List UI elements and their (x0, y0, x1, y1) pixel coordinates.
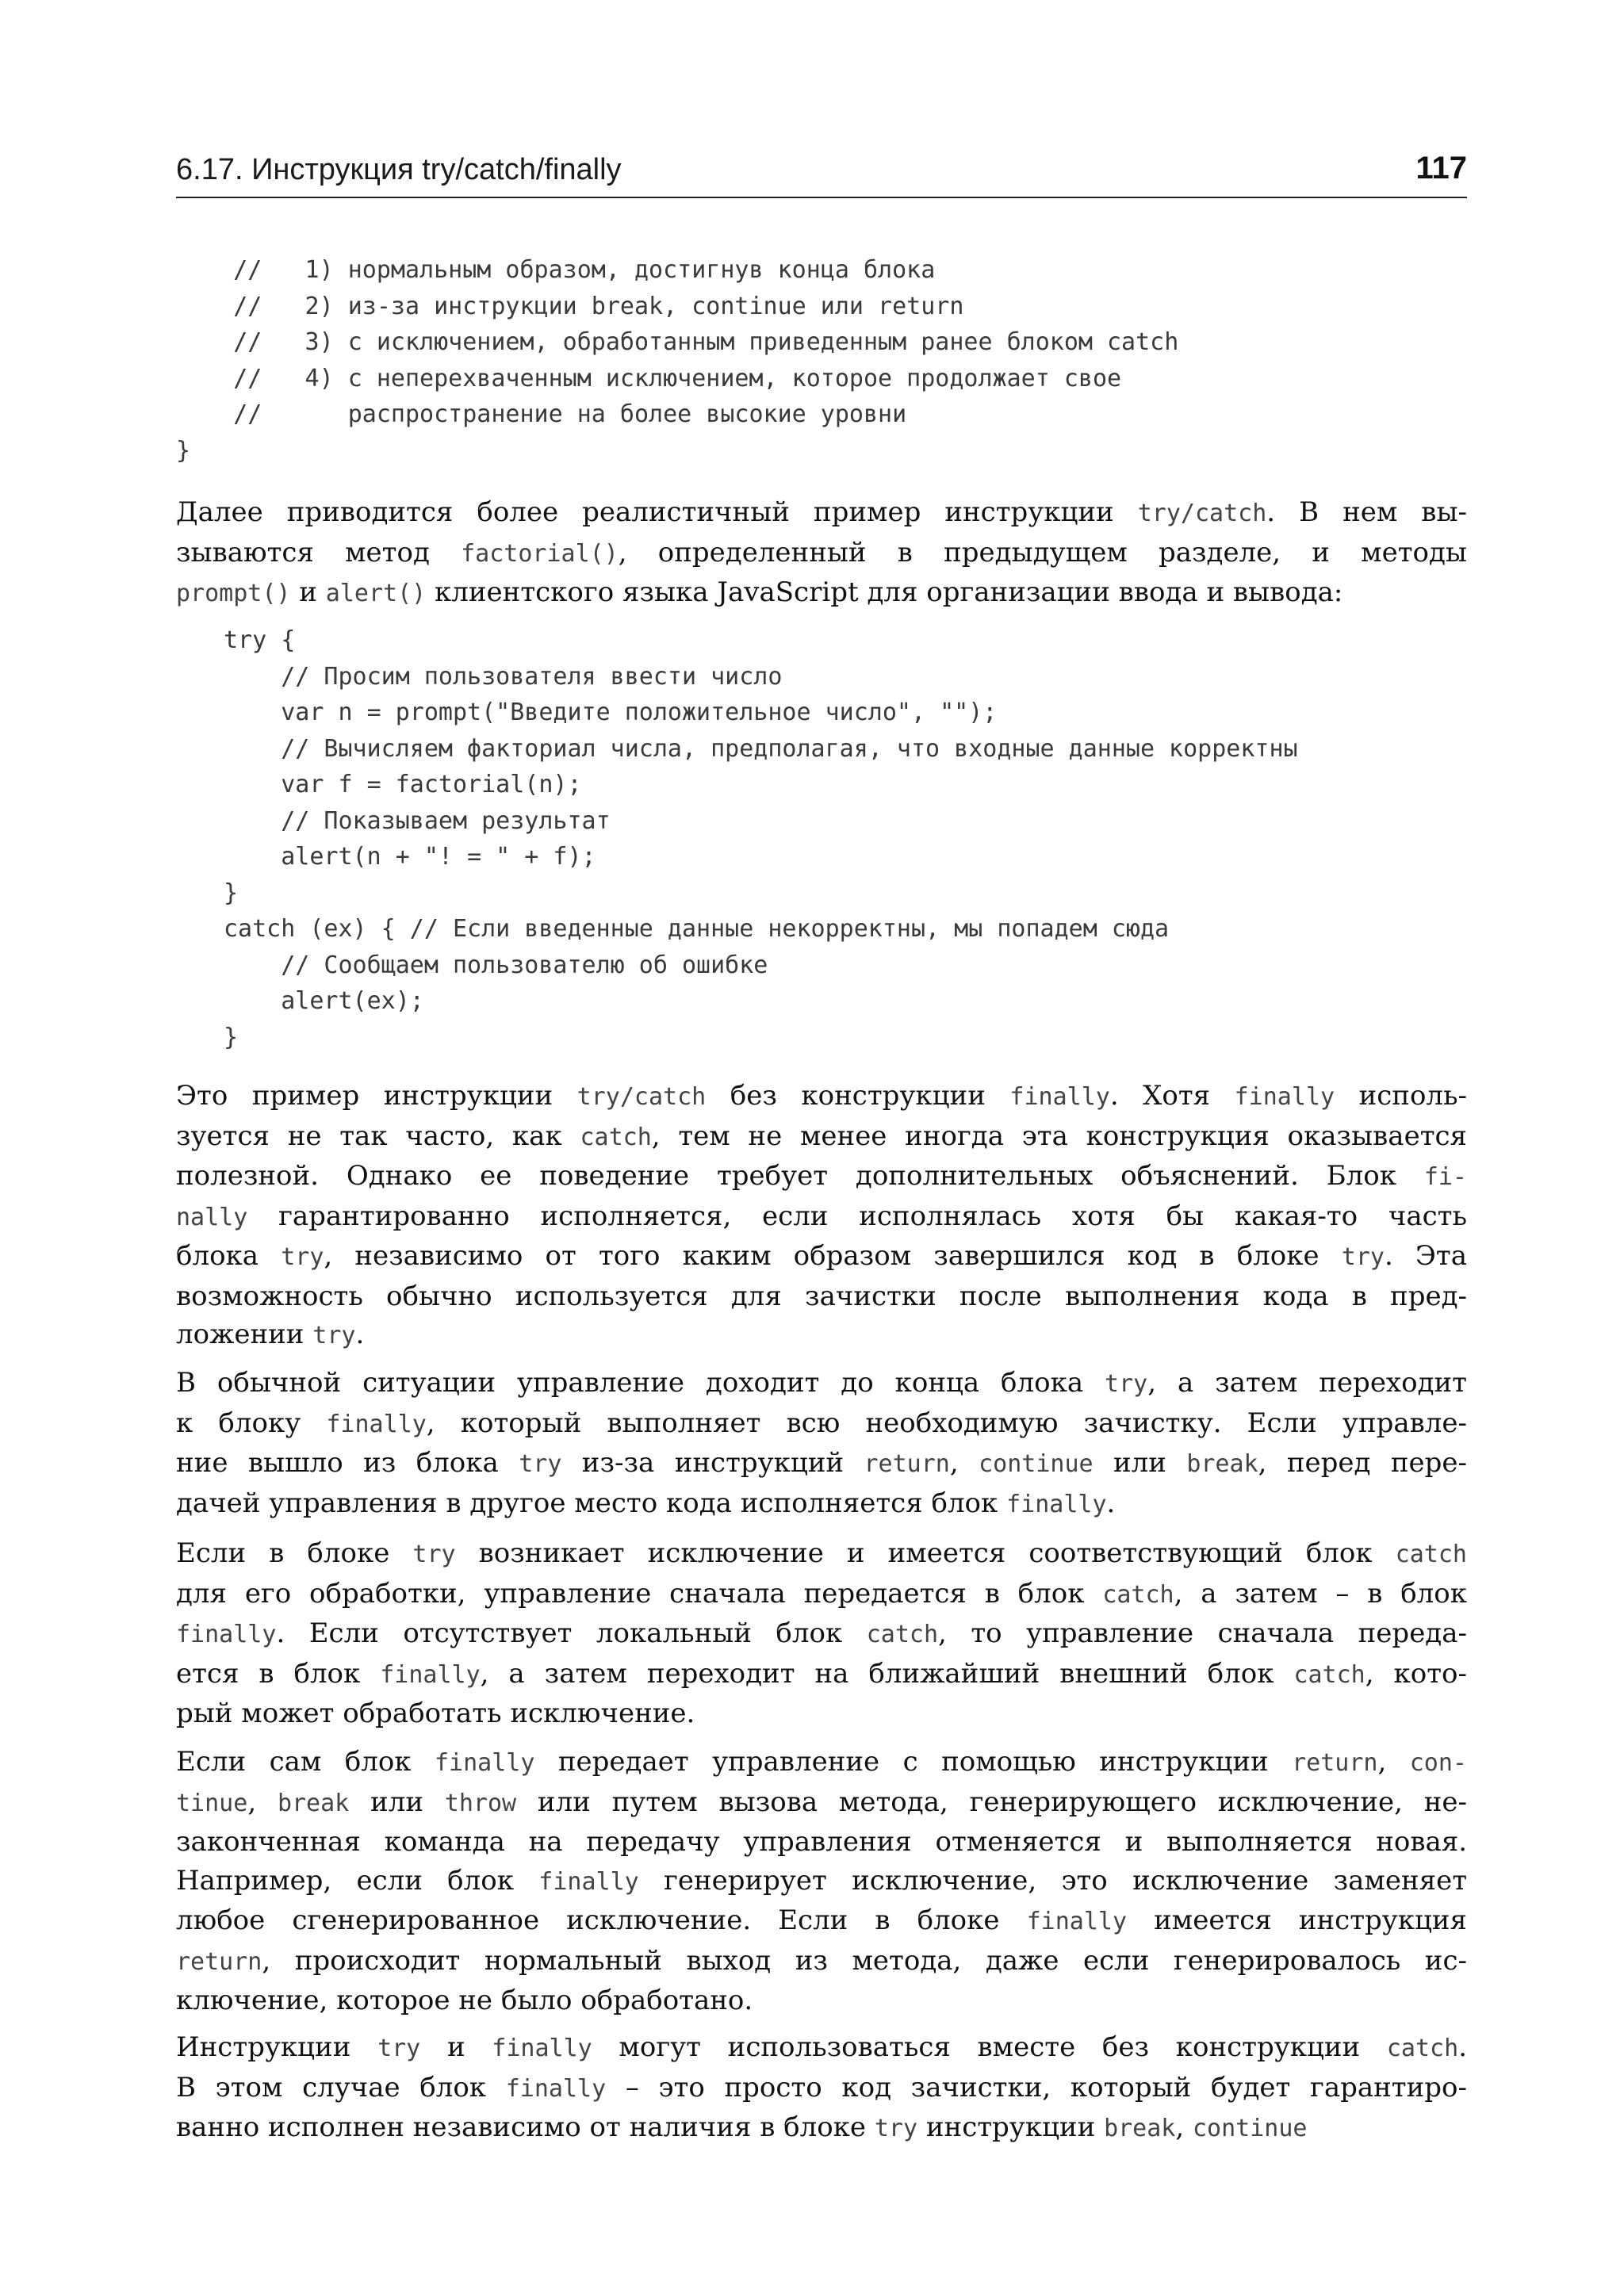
text-run: Инструкции (176, 2031, 378, 2063)
text-line (176, 1534, 1467, 1575)
text-line (176, 1277, 1467, 1316)
text-run: . Эта (1384, 1240, 1468, 1272)
inline-code: finally (538, 1867, 639, 1896)
inline-code: catch (1395, 1541, 1467, 1568)
inline-code: try (377, 2035, 421, 2062)
text-run: Это пример инструкции (176, 1080, 577, 1112)
text-run: , (247, 1786, 278, 1818)
inline-code: throw (444, 1789, 517, 1817)
text-run: могут использоваться вместе без конструкции (592, 2031, 1387, 2063)
text-run: инструкции (917, 2111, 1105, 2143)
text-run: . Если отсутствует локальный блок (276, 1617, 867, 1649)
inline-code: continue (1193, 2115, 1308, 2142)
text-run: для его обработки, управление сначала передается в блок (176, 1577, 1103, 1610)
inline-code: prompt() (176, 580, 291, 607)
inline-code: nally (176, 1203, 248, 1231)
text-run: . (1106, 1487, 1116, 1519)
text-line (176, 1823, 1467, 1862)
text-run: . В нем вы- (1266, 496, 1467, 528)
text-run: , перед пере- (1258, 1447, 1467, 1479)
text-line (176, 1694, 1467, 1733)
text-line (176, 1783, 1467, 1824)
text-line (176, 2108, 1467, 2149)
inline-code: break (1104, 2115, 1176, 2142)
text-run: или (1093, 1447, 1187, 1479)
running-head (176, 147, 1467, 198)
text-line (176, 1614, 1467, 1655)
text-run: из-за инструкций (561, 1447, 864, 1479)
text-line (176, 1743, 1467, 1783)
text-run: имеется инструкция (1127, 1904, 1468, 1936)
text-run: – это просто код зачистки, который будет гарантиро- (606, 2071, 1467, 2104)
inline-code: tinue (176, 1789, 248, 1817)
text-run: , а затем переходит (1147, 1367, 1467, 1399)
text-run: без конструкции (706, 1080, 1010, 1112)
inline-code: break (277, 1789, 350, 1817)
text-run: . (355, 1319, 365, 1350)
inline-code: con- (1409, 1749, 1467, 1777)
text-line (176, 1237, 1467, 1277)
text-line (176, 1404, 1467, 1445)
text-run: дачей управления в другое место кода исполняется блок (176, 1487, 1007, 1519)
text-line (176, 1575, 1467, 1615)
text-line (176, 1484, 1467, 1525)
inline-code: finally (435, 1749, 535, 1777)
inline-code: factorial() (461, 539, 619, 568)
text-run: , определенный в предыдущем разделе, и методы (618, 536, 1467, 568)
text-run: , (1377, 1746, 1410, 1778)
text-run: клиентского языка JavaScript для организации ввода и вывода: (426, 576, 1343, 608)
text-run: ложении (176, 1319, 313, 1350)
paragraph-finally-intro (176, 1077, 1467, 1356)
inline-code: try (312, 1322, 356, 1349)
inline-code: catch (1293, 1660, 1365, 1689)
text-line (176, 1862, 1467, 1902)
text-run: блока (176, 1240, 282, 1272)
text-run: , то управление сначала переда- (938, 1617, 1468, 1649)
inline-code: finally (505, 2074, 607, 2103)
text-line (176, 1901, 1467, 1942)
inline-code: try (874, 2115, 918, 2142)
text-run: , кото- (1365, 1657, 1468, 1690)
paragraph-finally-transfer (176, 1743, 1467, 2020)
inline-code: finally (1026, 1908, 1128, 1935)
inline-code: alert() (325, 580, 427, 607)
inline-code: finally (1234, 1083, 1335, 1111)
text-line (176, 1315, 1467, 1356)
text-run: Например, если блок (176, 1864, 539, 1897)
text-line (176, 493, 1467, 534)
inline-code: try (1105, 1370, 1148, 1398)
text-run: В обычной ситуации управление доходит до конца блока (176, 1367, 1105, 1399)
text-run: В этом случае блок (176, 2071, 506, 2104)
inline-code: finally (380, 1660, 481, 1689)
text-run: . (1458, 2031, 1467, 2063)
inline-code: fi- (1423, 1163, 1467, 1191)
text-run: зываются метод (176, 536, 462, 568)
text-run: . Хотя (1109, 1080, 1235, 1112)
text-run: возникает исключение и имеется соответствующий блок (455, 1537, 1396, 1569)
text-line (176, 1444, 1467, 1484)
text-run: ванно исполнен независимо от наличия в блоке (176, 2111, 875, 2143)
text-run: рый может обработать исключение. (176, 1698, 695, 1729)
text-run: исполь- (1335, 1080, 1468, 1112)
inline-code: return (176, 1947, 262, 1976)
text-run: , а затем переходит на ближайший внешний блок (480, 1657, 1294, 1690)
inline-code: finally (1009, 1083, 1110, 1111)
text-run: Если сам блок (176, 1746, 435, 1778)
paragraph-try-finally (176, 2028, 1467, 2149)
inline-code: try/catch (1137, 500, 1267, 527)
inline-code: finally (326, 1410, 427, 1438)
paragraph-realistic-example (176, 493, 1467, 614)
inline-code: break (1186, 1450, 1258, 1478)
text-run: , (949, 1447, 979, 1479)
text-run: или (349, 1786, 445, 1818)
text-line (176, 1157, 1467, 1197)
code-block-comment-list: // 1) нормальным образом, достигнув конца блока // 2) из-за инструкции break, continue или return // 3) с исключением, обработанным приведенным ранее блоком catch // 4) с неперехваченным исключением, которое продолжает свое // распространение на более высокие уровни } (176, 256, 1179, 465)
section-title: 6.17. Инструкция try/catch/finally (176, 153, 622, 186)
text-run: полезной. Однако ее поведение требует дополнительных объяснений. Блок (176, 1160, 1424, 1192)
text-run: или путем вызова метода, генерирующего исключение, не- (516, 1786, 1468, 1818)
text-line (176, 573, 1467, 614)
text-line (176, 1077, 1467, 1117)
text-line (176, 1981, 1467, 2020)
inline-code: try (412, 1541, 456, 1568)
paragraph-normal-flow (176, 1364, 1467, 1524)
text-run: и (290, 576, 326, 608)
text-line (176, 1364, 1467, 1404)
text-line (176, 2028, 1467, 2069)
inline-code: catch (866, 1621, 939, 1648)
book-page (176, 0, 1467, 2293)
inline-code: try (1341, 1243, 1385, 1271)
inline-code: try/catch (576, 1083, 707, 1111)
code-block-factorial-example: try { // Просим пользователя ввести число var n = prompt("Введите положительное число", ""); // Вычисляем факториал числа, предполагая, что входные данные корректны var f = factorial(n); // Показываем результат alert(n + "! = " + f); } catch (ex) { // Если введенные данные некорректны, мы попадем сюда // Сообщаем пользователю об ошибке alert(ex); } (224, 626, 1298, 1051)
inline-code: return (1292, 1749, 1378, 1777)
text-run: , происходит нормальный выход из метода, даже если генерировалось ис- (262, 1944, 1467, 1977)
text-line (176, 1117, 1467, 1158)
page-number: 117 (1415, 151, 1467, 186)
inline-code: finally (176, 1621, 277, 1648)
inline-code: try (281, 1243, 324, 1271)
text-run: гарантированно исполняется, если исполнялась хотя бы какая-то часть (247, 1200, 1467, 1232)
text-run: любое сгенерированное исключение. Если в блоке (176, 1904, 1027, 1936)
text-run: , независимо от того каким образом завершился код в блоке (324, 1240, 1342, 1272)
text-run: зуется не так часто, как (176, 1120, 580, 1152)
text-run: законченная команда на передачу управления отменяется и выполняется новая. (176, 1826, 1467, 1858)
paragraph-exception-flow (176, 1534, 1467, 1733)
inline-code: finally (492, 2035, 592, 2062)
text-run: , который выполняет всю необходимую зачистку. Если управле- (426, 1407, 1467, 1439)
text-line (176, 1655, 1467, 1695)
text-line (176, 1197, 1467, 1238)
text-line (176, 2069, 1467, 2109)
text-run: , тем не менее иногда эта конструкция оказывается (651, 1120, 1467, 1152)
text-run: ние вышло из блока (176, 1447, 519, 1479)
inline-code: continue (979, 1450, 1094, 1478)
text-run: передает управление с помощью инструкции (534, 1746, 1293, 1778)
text-run: Если в блоке (176, 1537, 413, 1569)
text-run: ется в блок (176, 1657, 381, 1690)
inline-code: return (864, 1450, 950, 1478)
inline-code: finally (1006, 1490, 1107, 1518)
text-run: к блоку (176, 1407, 327, 1439)
text-line (176, 1942, 1467, 1982)
inline-code: catch (580, 1123, 652, 1151)
inline-code: catch (1386, 2035, 1459, 2062)
text-run: генерирует исключение, это исключение заменяет (638, 1864, 1467, 1897)
text-run: Далее приводится более реалистичный пример инструкции (176, 496, 1138, 528)
text-run: , а затем – в блок (1174, 1577, 1467, 1610)
text-run: ключение, которое не было обработано. (176, 1985, 753, 2016)
text-run: , (1175, 2111, 1193, 2143)
text-line (176, 534, 1467, 574)
inline-code: try (519, 1450, 562, 1478)
text-run: возможность обычно используется для зачистки после выполнения кода в пред- (176, 1280, 1467, 1312)
text-run: и (420, 2031, 492, 2063)
inline-code: catch (1102, 1580, 1174, 1609)
header-rule (176, 197, 1467, 198)
